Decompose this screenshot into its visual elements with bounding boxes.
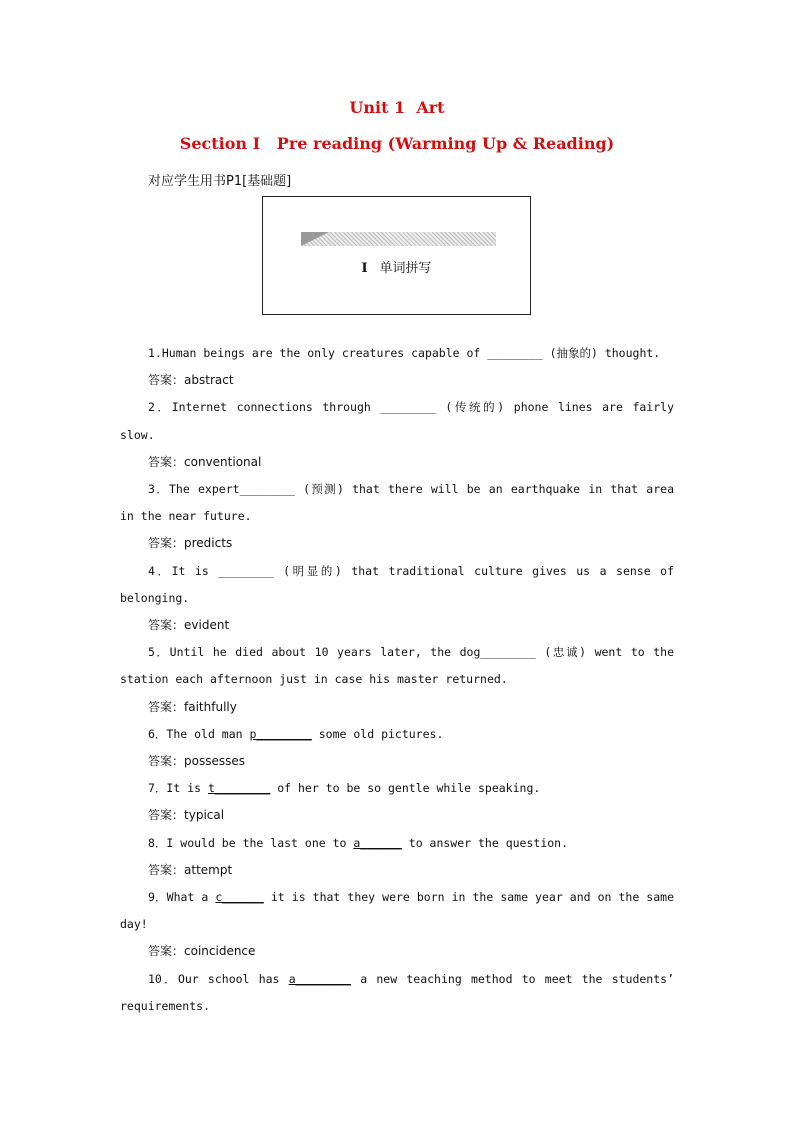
answer-text: abstract <box>184 373 234 388</box>
question-7 <box>120 775 674 802</box>
answer-text: faithfully <box>184 699 237 714</box>
section-numeral: Ⅰ <box>361 261 368 276</box>
answer-text: attempt <box>184 862 233 877</box>
question-text: 3．The expert________ (预测) that there will be an earthquake in that area in the near future. <box>120 482 674 524</box>
question-text: 9．What a <box>148 890 216 905</box>
question-text-after: it is that they were born in the same year and on the same day! <box>120 890 675 932</box>
answer-label: 答案： <box>148 754 185 769</box>
answer-2 <box>120 449 674 476</box>
question-text: 10．Our school has <box>148 971 289 986</box>
question-2 <box>120 394 674 448</box>
answer-text: typical <box>184 808 225 823</box>
answer-4 <box>120 612 674 639</box>
answer-label: 答案： <box>148 862 185 877</box>
question-text: 8．I would be the last one to <box>148 835 354 850</box>
answer-label: 答案： <box>148 699 185 714</box>
question-5 <box>120 639 674 693</box>
section-heading <box>263 257 530 276</box>
question-hint: p________ <box>249 726 312 741</box>
answer-text: predicts <box>184 536 233 551</box>
answer-1 <box>120 367 674 394</box>
reference-note: 对应学生用书P1[基础题] <box>148 174 292 189</box>
answer-label: 答案： <box>148 618 185 633</box>
section-heading-text: 单词拼写 <box>379 261 432 276</box>
question-text: 4．It is ________ (明显的) that traditional culture gives us a sense of belonging. <box>120 563 674 605</box>
answer-text: conventional <box>184 454 262 469</box>
banner-decoration <box>301 232 496 246</box>
answer-text: coincidence <box>184 944 256 959</box>
question-text: 6．The old man <box>148 726 250 741</box>
question-9 <box>120 884 674 938</box>
answer-5 <box>120 694 674 721</box>
answer-7 <box>120 802 674 829</box>
question-text-after: to answer the question. <box>401 835 569 850</box>
question-hint: c______ <box>215 890 264 905</box>
question-text: 2．Internet connections through ________ (传统的) phone lines are fairly slow. <box>120 400 674 442</box>
question-text: 5．Until he died about 10 years later, the dog________ (忠诚) went to the station each afternoon just in case his master returned. <box>120 645 674 687</box>
answer-text: evident <box>184 618 230 633</box>
answer-6 <box>120 748 674 775</box>
answer-label: 答案： <box>148 944 185 959</box>
question-8 <box>120 830 674 857</box>
question-4 <box>120 558 674 612</box>
exercise-list <box>120 340 674 1020</box>
question-text: 1.Human beings are the only creatures capable of ________ (抽象的) thought. <box>148 346 661 360</box>
question-text-after: some old pictures. <box>311 726 444 741</box>
answer-label: 答案： <box>148 536 185 551</box>
section-box <box>262 196 531 315</box>
question-6 <box>120 721 674 748</box>
question-text-after: of her to be so gentle while speaking. <box>270 781 541 796</box>
question-3 <box>120 476 674 530</box>
answer-label: 答案： <box>148 373 185 388</box>
answer-3 <box>120 530 674 557</box>
question-10 <box>120 966 674 1020</box>
question-hint: a________ <box>288 971 351 986</box>
answer-label: 答案： <box>148 808 185 823</box>
question-hint: a______ <box>353 835 402 850</box>
question-1 <box>120 340 674 367</box>
section-title: Section Ⅰ Pre reading (Warming Up & Reading) <box>179 134 615 153</box>
question-text: 7．It is <box>148 781 208 796</box>
banner-cap-icon <box>301 232 329 246</box>
unit-title: Unit 1 Art <box>349 98 445 117</box>
question-text-after: a new teaching method to meet the students’ requirements. <box>120 971 675 1013</box>
answer-9 <box>120 938 674 965</box>
question-hint: t________ <box>207 781 271 796</box>
answer-text: possesses <box>184 754 245 769</box>
answer-8 <box>120 857 674 884</box>
answer-label: 答案： <box>148 454 185 469</box>
